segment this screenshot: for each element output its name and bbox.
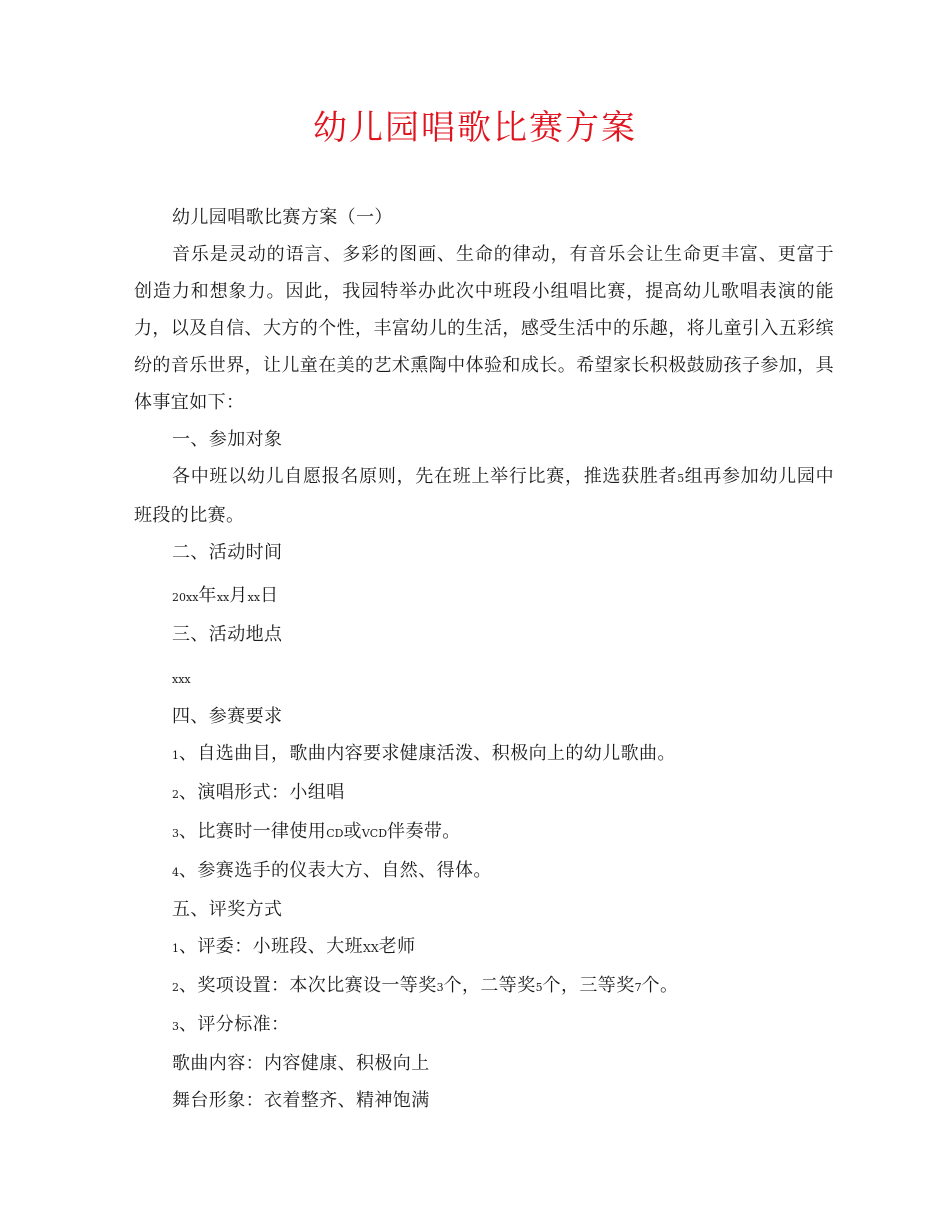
requirement-4-number: 4 bbox=[172, 866, 179, 879]
requirement-2-text: 、演唱形式：小组唱 bbox=[179, 782, 345, 803]
requirement-3-cd: CD bbox=[326, 827, 344, 840]
requirement-item-1 bbox=[134, 735, 834, 774]
section-heading-location: 三、活动地点 bbox=[172, 624, 283, 645]
requirement-item-3 bbox=[134, 813, 834, 852]
criteria-stage-image: 舞台形象：衣着整齐、精神饱满 bbox=[172, 1090, 430, 1111]
requirement-3-number: 3 bbox=[172, 827, 179, 840]
participants-text-b: 组再参加幼儿园中班段的比赛。 bbox=[134, 466, 834, 526]
award-2-first-count: 3 bbox=[436, 981, 444, 994]
section-heading-requirements: 四、参赛要求 bbox=[172, 706, 283, 727]
date-month-unit: 月 bbox=[229, 585, 248, 606]
requirement-1-number: 1 bbox=[172, 749, 179, 762]
award-3-text: 、评分标准： bbox=[179, 1014, 290, 1035]
activity-location bbox=[134, 659, 834, 698]
section-heading-awards: 五、评奖方式 bbox=[172, 899, 283, 920]
award-1-number: 1 bbox=[172, 942, 179, 955]
award-item-1 bbox=[134, 928, 834, 967]
award-3-number: 3 bbox=[172, 1020, 179, 1033]
date-day: xx bbox=[247, 591, 261, 604]
award-item-2 bbox=[134, 967, 834, 1006]
award-1-text-a: 、评委：小班段、大班 bbox=[179, 936, 363, 957]
section-heading-time: 二、活动时间 bbox=[172, 542, 283, 563]
intro-paragraph: 音乐是灵动的语言、多彩的图画、生命的律动，有音乐会让生命更丰富、更富于创造力和想象力。因此，我园特举办此次中班段小组唱比赛，提高幼儿歌唱表演的能力，以及自信、大方的个性，丰富幼儿的生活，感受生活中的乐趣，将儿童引入五彩缤纷的音乐世界，让儿童在美的艺术熏陶中体验和成长。希望家长积极鼓励孩子参加，具体事宜如下： bbox=[134, 244, 834, 413]
criteria-song-content: 歌曲内容：内容健康、积极向上 bbox=[172, 1053, 430, 1074]
requirement-3-text-a: 、比赛时一律使用 bbox=[179, 821, 327, 842]
requirement-1-text: 、自选曲目，歌曲内容要求健康活泼、积极向上的幼儿歌曲。 bbox=[179, 743, 676, 764]
requirement-4-text: 、参赛选手的仪表大方、自然、得体。 bbox=[179, 860, 492, 881]
award-1-teacher: XX bbox=[363, 942, 379, 955]
requirement-3-text-b: 或 bbox=[343, 821, 362, 842]
award-2-text-b: 个，二等奖 bbox=[443, 975, 536, 996]
location-value: xxx bbox=[172, 673, 191, 686]
requirement-item-2 bbox=[134, 774, 834, 813]
award-1-text-b: 老师 bbox=[378, 936, 416, 957]
award-2-second-count: 5 bbox=[535, 981, 543, 994]
award-2-text-a: 、奖项设置：本次比赛设一等奖 bbox=[179, 975, 437, 996]
document-body bbox=[134, 199, 834, 1119]
date-year: 20xx bbox=[172, 591, 199, 604]
document-title: 幼儿园唱歌比赛方案 bbox=[313, 108, 637, 148]
participants-group-count: 5 bbox=[677, 472, 685, 485]
participants-text-a: 各中班以幼儿自愿报名原则，先在班上举行比赛，推选获胜者 bbox=[172, 466, 678, 487]
award-2-text-d: 个。 bbox=[641, 975, 679, 996]
section-heading-participants: 一、参加对象 bbox=[172, 429, 283, 450]
date-month: xx bbox=[216, 591, 230, 604]
award-item-3 bbox=[134, 1006, 834, 1045]
date-day-unit: 日 bbox=[260, 585, 279, 606]
activity-date bbox=[134, 577, 834, 616]
requirement-3-vcd: VCD bbox=[361, 827, 388, 840]
subtitle: 幼儿园唱歌比赛方案（一） bbox=[172, 207, 393, 228]
date-year-unit: 年 bbox=[198, 585, 217, 606]
award-2-number: 2 bbox=[172, 981, 179, 994]
award-2-third-count: 7 bbox=[634, 981, 642, 994]
requirement-3-text-c: 伴奏带。 bbox=[387, 821, 461, 842]
requirement-item-4 bbox=[134, 852, 834, 891]
requirement-2-number: 2 bbox=[172, 788, 179, 801]
award-2-text-c: 个，三等奖 bbox=[542, 975, 635, 996]
participants-paragraph bbox=[134, 458, 834, 534]
